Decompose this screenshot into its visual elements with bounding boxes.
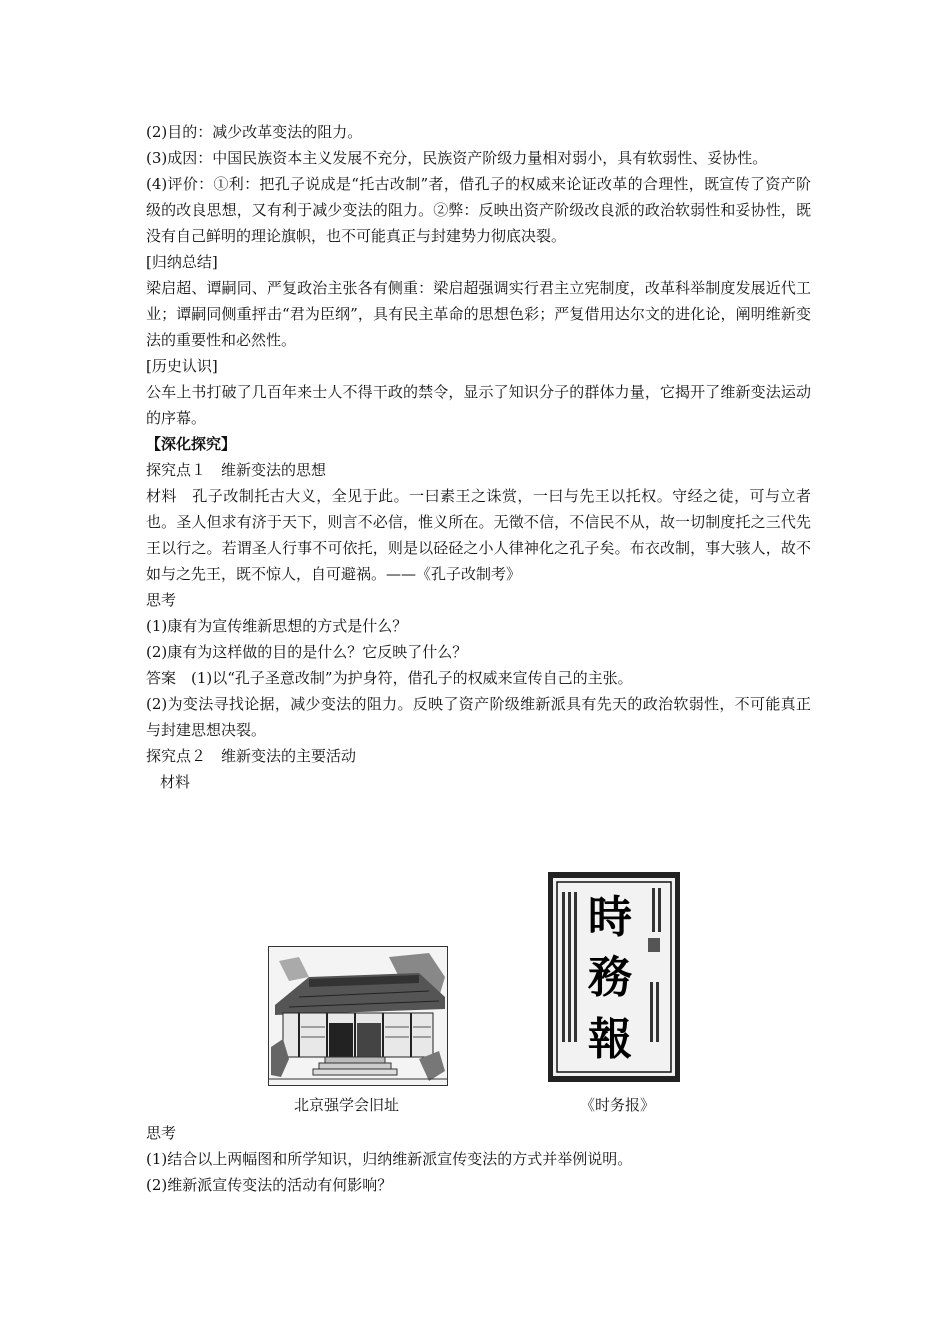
paragraph-purpose: (2)目的：减少改革变法的阻力。 — [146, 123, 363, 141]
question-4: (2)维新派宣传变法的活动有何影响？ — [146, 1176, 393, 1194]
section-label-summary: [归纳总结] — [146, 253, 218, 271]
section-label-history: [历史认识] — [146, 357, 218, 375]
question-2: (2)康有为这样做的目的是什么？它反映了什么？ — [146, 643, 468, 661]
material-label-2: 材料 — [160, 773, 191, 791]
masthead-char-2: 務 — [588, 952, 632, 1003]
figure-row — [146, 872, 811, 1122]
think-label-2: 思考 — [146, 1124, 177, 1142]
qiangxuehui-building-image — [268, 946, 448, 1086]
masthead-char-3: 報 — [588, 1014, 632, 1065]
figure-caption-qiangxuehui: 北京强学会旧址 — [294, 1096, 400, 1114]
question-3: (1)结合以上两幅图和所学知识，归纳维新派宣传变法的方式并举例说明。 — [146, 1150, 633, 1168]
paragraph-summary: 梁启超、谭嗣同、严复政治主张各有侧重：梁启超强调实行君主立宪制度，改革科举制度发展近代工业；谭嗣同侧重抨击“君为臣纲”，具有民主革命的思想色彩；严复借用达尔文的进化论，阐明维新变法的重要性和必然性。 — [146, 279, 811, 349]
answer-2: (2)为变法寻找论据，减少变法的阻力。反映了资产阶级维新派具有先天的政治软弱性，不可能真正与封建思想决裂。 — [146, 695, 811, 739]
inquiry-point-1: 探究点１ 维新变法的思想 — [146, 461, 327, 479]
shiwubao-newspaper-image — [548, 872, 680, 1082]
body-text — [146, 119, 811, 795]
question-1: (1)康有为宣传维新思想的方式是什么？ — [146, 617, 408, 635]
think-label-1: 思考 — [146, 591, 177, 609]
paragraph-evaluation: (4)评价：①利：把孔子说成是“托古改制”者，借孔子的权威来论证改革的合理性，既宣传了资产阶级的改良思想，又有利于减少变法的阻力。②弊：反映出资产阶级改良派的政治软弱性和妥协性，既没有自己鲜明的理论旗帜，也不可能真正与封建势力彻底决裂。 — [146, 175, 811, 245]
newspaper-cover — [548, 872, 680, 1082]
inquiry-point-2: 探究点２ 维新变法的主要活动 — [146, 747, 357, 765]
paragraph-cause: (3)成因：中国民族资本主义发展不充分，民族资产阶级力量相对弱小，具有软弱性、妥协性。 — [146, 149, 768, 167]
after-figure-text — [146, 1120, 811, 1198]
figure-caption-shiwubao: 《时务报》 — [580, 1096, 656, 1114]
section-heading-deepen: 【深化探究】 — [146, 435, 237, 453]
material-quote: 材料 孔子改制托古大义，全见于此。一曰素王之诛赏，一曰与先王以托权。守经之徒，可与立者也。圣人但求有济于天下，则言不必信，惟义所在。无徵不信，不信民不从，故一切制度托之三代先王以行之。若谓圣人行事不可依托，则是以硁硁之小人律神化之孔子矣。布衣改制，事大骇人，故不如与之先王，既不惊人，自可避祸。——《孔子改制考》 — [146, 487, 811, 583]
masthead-char-1: 時 — [588, 892, 632, 943]
paragraph-history: 公车上书打破了几百年来士人不得干政的禁令，显示了知识分子的群体力量，它揭开了维新变法运动的序幕。 — [146, 383, 811, 427]
building-drawing — [269, 947, 447, 1085]
answer-1: 答案 (1)以“孔子圣意改制”为护身符，借孔子的权威来宣传自己的主张。 — [146, 669, 633, 687]
